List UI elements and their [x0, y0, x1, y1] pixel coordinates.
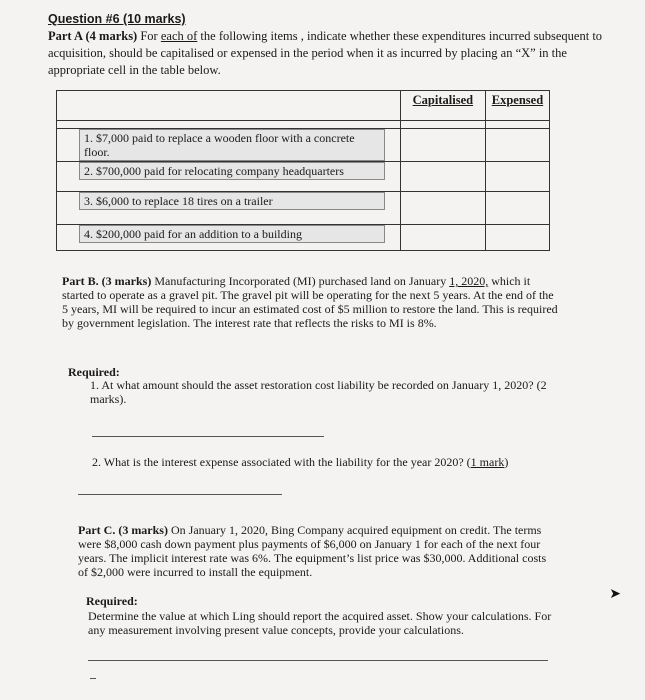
table-row	[57, 162, 550, 192]
part-b-required: Required:	[68, 365, 120, 379]
item-3-text: 3. $6,000 to replace 18 tires on a trailer	[79, 192, 385, 210]
part-b-question-2	[92, 455, 508, 469]
item-cell	[57, 129, 401, 162]
part-b-q2-post: )	[504, 455, 509, 469]
part-c-body: On January 1, 2020, Bing Company acquired equipment on credit. The terms were $8,000 cash down payment plus payments of $6,000 on January 1 for each of the next four years. The implicit interest rate was 6%. The equipment’s list price was $30,000. Additional costs of $2,000 were incurred to install the equipment.	[78, 523, 547, 579]
part-b-q2-pre: 2. What is the interest expense associated with the liability for the year 2020? (	[92, 455, 471, 469]
expensed-cell-4[interactable]	[485, 225, 549, 251]
part-b-question-1: 1. At what amount should the asset restoration cost liability be recorded on January 1, 2020? (2 marks).	[90, 378, 547, 406]
column-capitalised: Capitalised	[400, 91, 485, 121]
part-b-text	[62, 274, 560, 330]
expensed-cell-3[interactable]	[485, 192, 549, 225]
capitalised-cell-2[interactable]	[400, 162, 485, 192]
answer-line-3[interactable]	[88, 660, 548, 661]
part-b-text-post: which it started to operate as a gravel pit. The gravel pit will be operating for the next 5 years. At the end of the 5 years, MI will be required to incur an estimated cost of $5 million to restore the land. This is required by government legislation. The interest rate that reflects the risks to MI is 8%.	[62, 274, 558, 330]
cursor-arrow-icon: ➤	[609, 587, 621, 602]
table-header-row	[57, 91, 550, 121]
part-c-label: Part C. (3 marks)	[78, 523, 168, 537]
part-a-label: Part A (4 marks)	[48, 29, 138, 43]
answer-line-1[interactable]	[92, 436, 324, 437]
question-heading	[48, 12, 186, 26]
part-c-text	[78, 523, 558, 579]
expensed-cell-2[interactable]	[485, 162, 549, 192]
part-a-intro-pre: For	[137, 29, 161, 43]
item-2-text: 2. $700,000 paid for relocating company headquarters	[79, 162, 385, 180]
part-a-intro-post: the following items , indicate whether these expenditures incurred subsequent to acquisition, should be capitalised or expensed in the period when it as incurred by placing an “X” in the appropriate cell in the table below.	[48, 29, 603, 77]
item-1-text: 1. $7,000 paid to replace a wooden floor with a concrete floor.	[79, 129, 385, 161]
table-row	[57, 225, 550, 251]
part-c-required: Required:	[86, 594, 138, 608]
item-4-text: 4. $200,000 paid for an addition to a building	[79, 225, 385, 243]
part-b-text-pre: Manufacturing Incorporated (MI) purchased land on January	[151, 274, 450, 288]
column-expensed: Expensed	[485, 91, 549, 121]
question-heading-text: Question #6 (10 marks)	[48, 12, 186, 26]
item-cell	[57, 192, 401, 225]
table-row	[57, 129, 550, 162]
answer-line-mark	[90, 678, 96, 679]
answer-line-2[interactable]	[78, 494, 282, 495]
part-a-intro-link: each of	[160, 29, 198, 43]
table-spacer-row	[57, 121, 550, 129]
capitalised-cell-4[interactable]	[400, 225, 485, 251]
table-row	[57, 192, 550, 225]
part-a-intro	[48, 28, 608, 79]
table-header-blank	[57, 91, 401, 121]
part-c-question: Determine the value at which Ling should report the acquired asset. Show your calculations. For any measurement involving present value concepts, provide your calculations.	[88, 609, 552, 637]
part-b-q2-mark: 1 mark	[470, 455, 505, 469]
item-cell	[57, 162, 401, 192]
capitalised-cell-1[interactable]	[400, 129, 485, 162]
capitalised-cell-3[interactable]	[400, 192, 485, 225]
item-cell	[57, 225, 401, 251]
expensed-cell-1[interactable]	[485, 129, 549, 162]
part-b-label: Part B. (3 marks)	[62, 274, 152, 288]
expenditure-table	[56, 90, 550, 251]
part-b-date-link: 1, 2020,	[449, 274, 489, 288]
